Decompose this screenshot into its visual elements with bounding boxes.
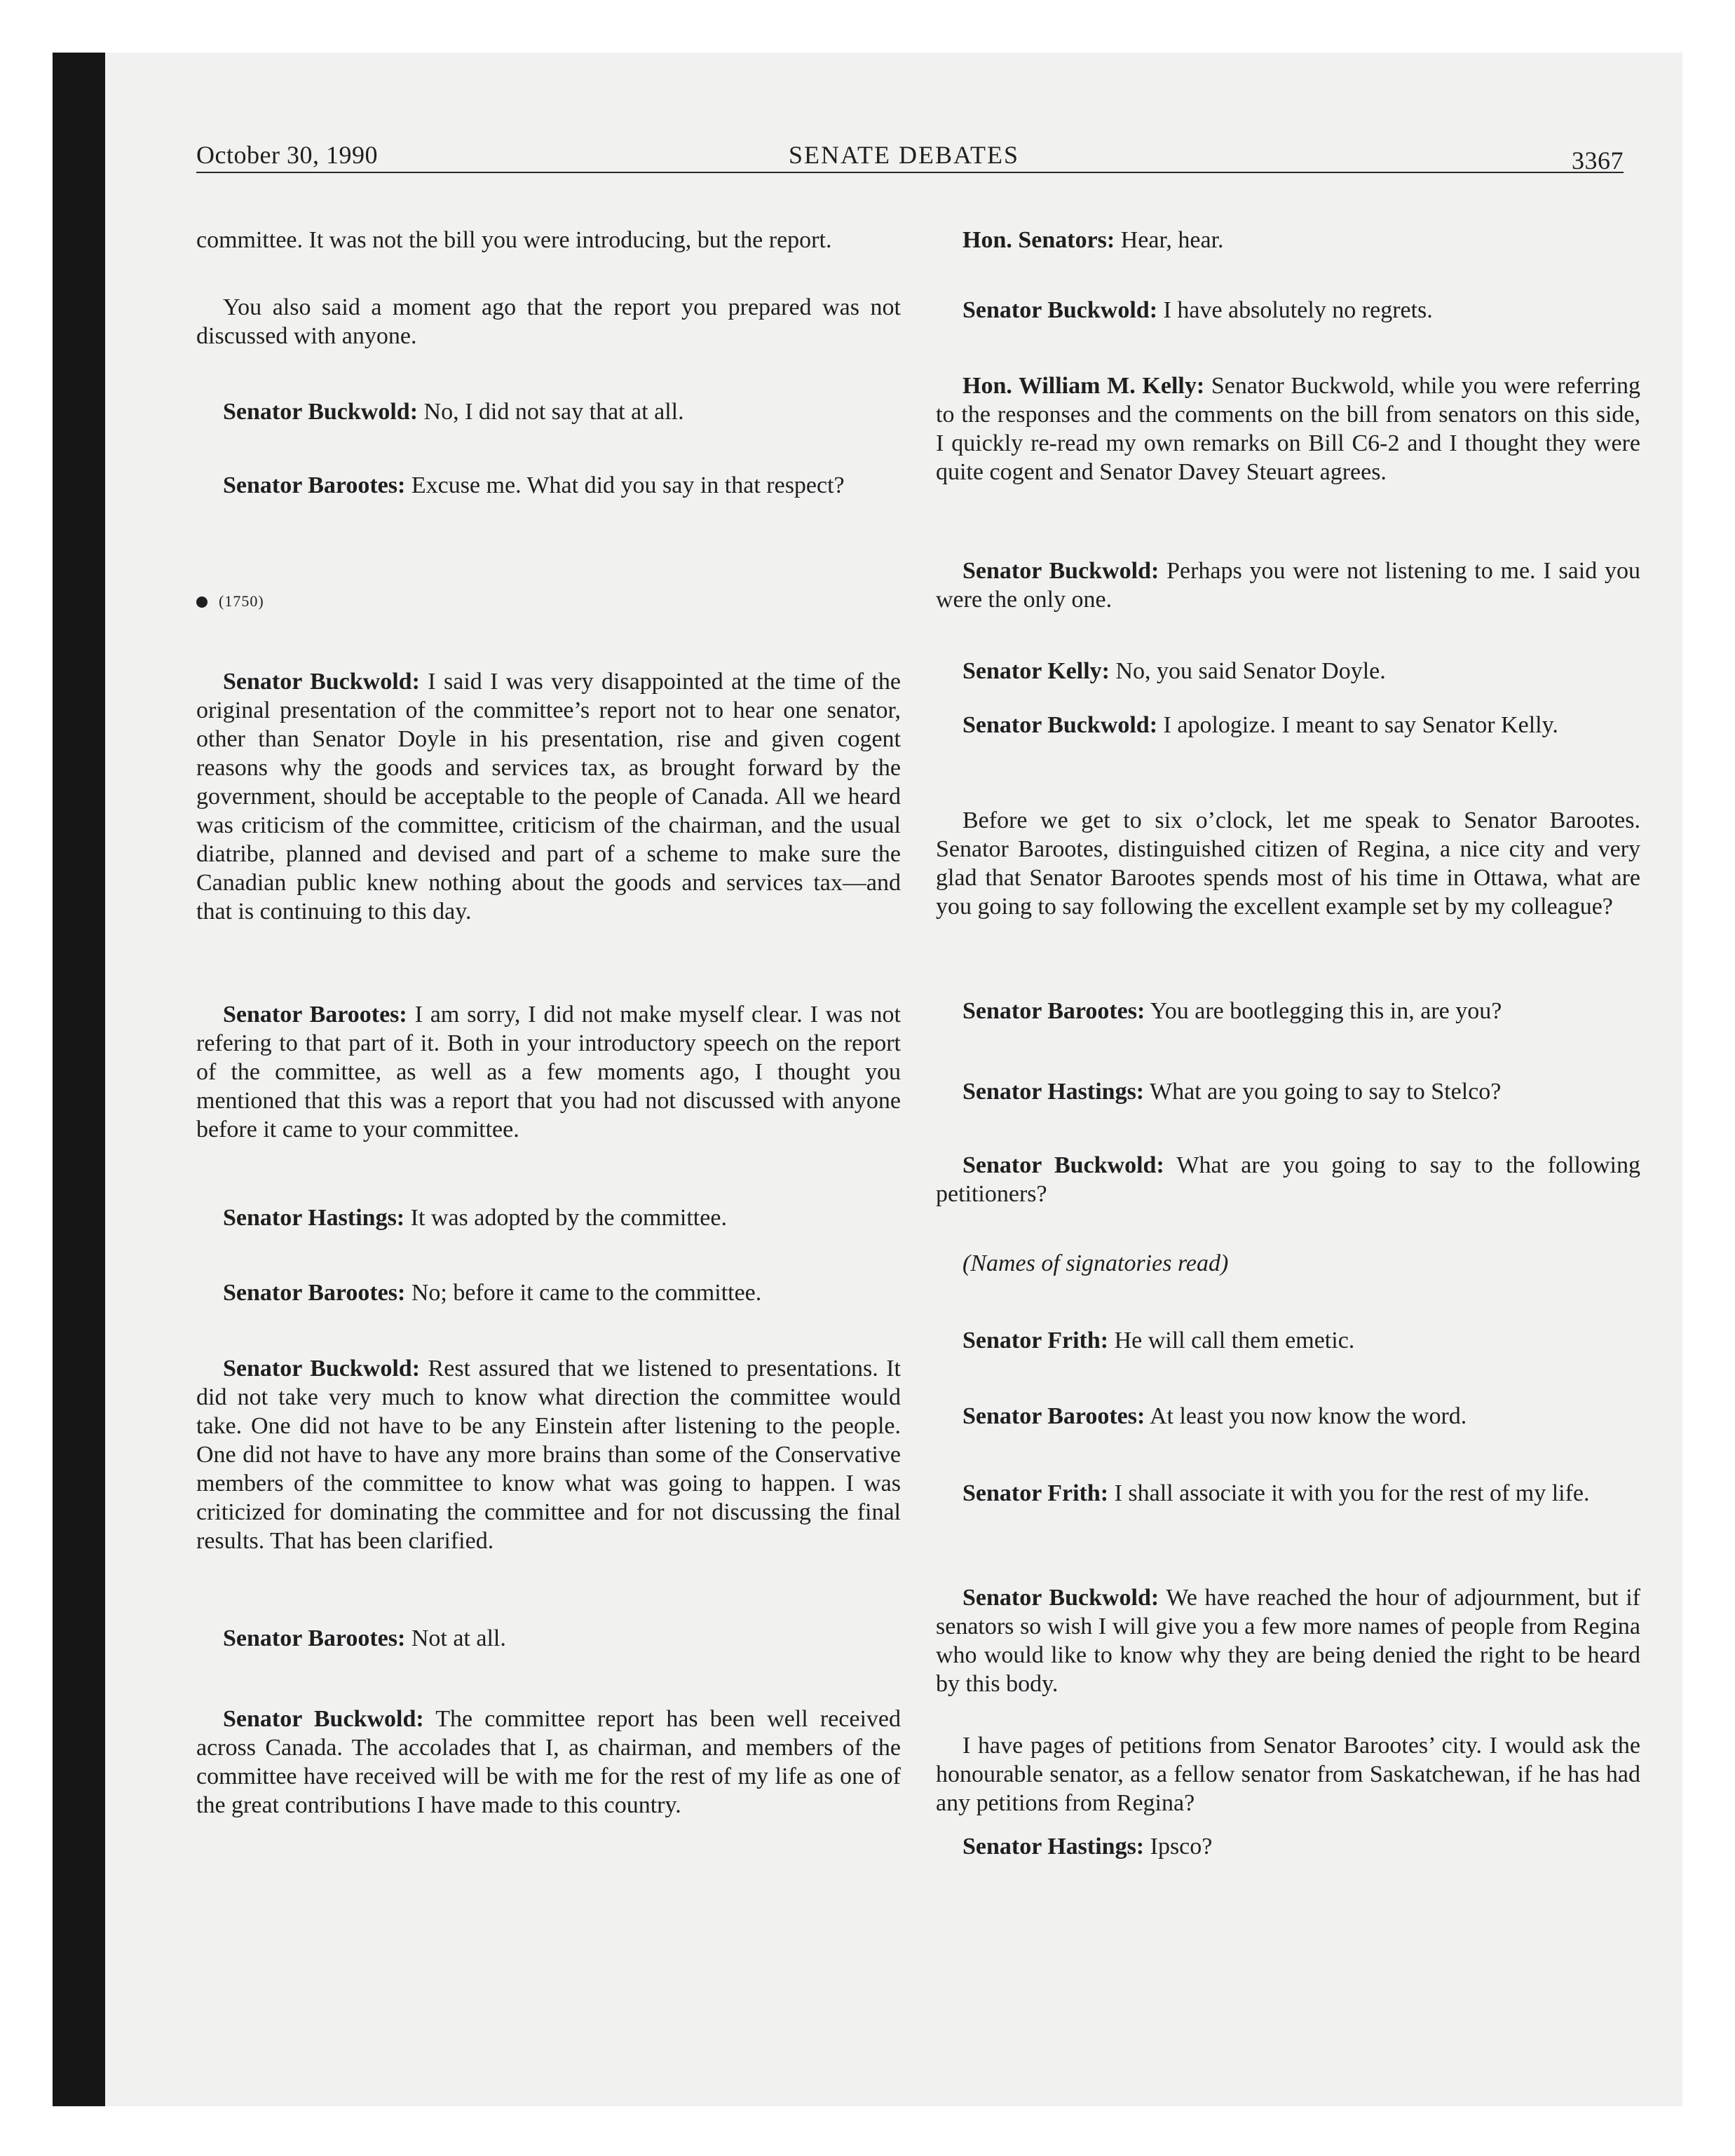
speech-text: Rest assured that we listened to presentations. It did not take very much to know what direction the committee would take. One did not have to be any Einstein after listening to the people. One did not have to have any more brains than some of the Conservative members of the committee to know what was going to happen. I was criticized for dominating the committee and for not discussing the final results. That has been clarified. xyxy=(196,1356,901,1554)
speech xyxy=(936,1077,1640,1106)
speech xyxy=(196,471,901,500)
speech-text: Hear, hear. xyxy=(1115,227,1224,253)
speaker-name: Senator Frith: xyxy=(962,1328,1109,1353)
speaker-name: Senator Buckwold: xyxy=(962,712,1158,738)
speaker-name: Senator Buckwold: xyxy=(962,297,1158,323)
speech-text: We have reached the hour of adjournment, but if senators so wish I will give you a few more names of people from Regina who would like to know why they are being denied the right to be heard by this body. xyxy=(936,1585,1640,1697)
speech xyxy=(936,1479,1640,1508)
speech xyxy=(936,226,1640,254)
header-title: SENATE DEBATES xyxy=(789,141,1020,169)
speech xyxy=(936,711,1640,739)
binding-edge xyxy=(53,53,105,2106)
speech xyxy=(936,1151,1640,1208)
paragraph: You also said a moment ago that the report you prepared was not discussed with anyone. xyxy=(196,294,901,349)
speech xyxy=(196,397,901,426)
speaker-name: Senator Buckwold: xyxy=(223,1356,421,1381)
speech-text: Perhaps you were not listening to me. I said you were the only one. xyxy=(936,558,1640,613)
running-head xyxy=(196,140,1624,174)
speech-text: No, you said Senator Doyle. xyxy=(1109,658,1386,684)
speaker-name: Senator Buckwold: xyxy=(223,1706,424,1732)
speaker-name: Hon. William M. Kelly: xyxy=(962,373,1205,399)
speaker-name: Senator Barootes: xyxy=(223,1625,406,1651)
speech-text: At least you now know the word. xyxy=(1145,1403,1467,1429)
speech-text: The committee report has been well received across Canada. The accolades that I, as chairman, and members of the committee have received will be with me for the rest of my life as one of the great contributions I have made to this country. xyxy=(196,1706,901,1818)
speaker-name: Senator Buckwold: xyxy=(962,1152,1164,1178)
speaker-name: Senator Frith: xyxy=(962,1480,1109,1506)
header-date: October 30, 1990 xyxy=(196,141,378,169)
paragraph: Before we get to six o’clock, let me speak to Senator Barootes. Senator Barootes, distinguished citizen of Regina, a nice city and very glad that Senator Barootes spends most of his time in Ottawa, what are you going to say following the excellent example set by my colleague? xyxy=(936,807,1640,920)
speech-text: Not at all. xyxy=(405,1625,506,1651)
page-number: 3367 xyxy=(1572,146,1624,175)
speaker-name: Senator Barootes: xyxy=(223,1280,406,1306)
speaker-name: Senator Hastings: xyxy=(223,1205,405,1231)
speech xyxy=(196,1000,901,1144)
stage-direction: (Names of signatories read) xyxy=(962,1250,1229,1276)
speech-text: No, I did not say that at all. xyxy=(418,399,684,425)
speech-text: Senator Buckwold, while you were referring to the responses and the comments on the bill from senators on this side, I quickly re-read my own remarks on Bill C6-2 and I thought they were quite cogent and Senator Davey Steuart agrees. xyxy=(936,373,1640,485)
speech xyxy=(196,1354,901,1555)
speech xyxy=(936,1326,1640,1355)
speech-text: You are bootlegging this in, are you? xyxy=(1145,998,1502,1024)
speech xyxy=(936,1832,1640,1861)
speaker-name: Hon. Senators: xyxy=(962,227,1115,253)
paragraph: I have pages of petitions from Senator Barootes’ city. I would ask the honourable senator, as a fellow senator from Saskatchewan, if he has had any petitions from Regina? xyxy=(936,1733,1640,1816)
speaker-name: Senator Buckwold: xyxy=(223,399,419,425)
speech-text: I said I was very disappointed at the time of the original presentation of the committee’s report not to hear one senator, other than Senator Doyle in his presentation, rise and given cogent reasons why the goods and services tax, as brought forward by the government, should be acceptable to the people of Canada. All we heard was criticism of the committee, criticism of the chairman, and the usual diatribe, planned and devised and part of a scheme to make sure the Canadian public knew nothing about the goods and services tax—and that is continuing to this day. xyxy=(196,669,901,925)
speech-text: Excuse me. What did you say in that respect? xyxy=(405,472,845,498)
speech-text: What are you going to say to the following petitioners? xyxy=(936,1152,1640,1207)
speech xyxy=(196,1705,901,1820)
speech xyxy=(936,657,1640,685)
speech xyxy=(936,997,1640,1025)
speech-text: I apologize. I meant to say Senator Kelly. xyxy=(1157,712,1558,738)
speech xyxy=(196,1203,901,1232)
speech xyxy=(936,1402,1640,1431)
header-rule xyxy=(196,172,1624,173)
speaker-name: Senator Barootes: xyxy=(962,998,1145,1024)
speech xyxy=(936,1583,1640,1698)
speech-text: What are you going to say to Stelco? xyxy=(1144,1079,1502,1105)
speech xyxy=(196,667,901,926)
speech-text: I have absolutely no regrets. xyxy=(1157,297,1433,323)
speaker-name: Senator Buckwold: xyxy=(962,1585,1159,1611)
speaker-name: Senator Barootes: xyxy=(962,1403,1145,1429)
speech-text: It was adopted by the committee. xyxy=(404,1205,727,1231)
speech xyxy=(936,557,1640,614)
speaker-name: Senator Hastings: xyxy=(962,1834,1145,1860)
bullet-icon xyxy=(196,596,207,608)
speaker-name: Senator Buckwold: xyxy=(962,558,1159,584)
speech xyxy=(936,296,1640,325)
paragraph: committee. It was not the bill you were introducing, but the report. xyxy=(196,227,832,253)
speech-text: I shall associate it with you for the rest of my life. xyxy=(1108,1480,1590,1506)
speech xyxy=(196,1624,901,1653)
speech xyxy=(936,371,1640,486)
speaker-name: Senator Barootes: xyxy=(223,1002,407,1028)
speech-text: Ipsco? xyxy=(1144,1834,1213,1860)
speaker-name: Senator Barootes: xyxy=(223,472,406,498)
time-marker: (1750) xyxy=(196,587,264,615)
speaker-name: Senator Buckwold: xyxy=(223,669,420,695)
speech-text: He will call them emetic. xyxy=(1108,1328,1355,1353)
speech-text: No; before it came to the committee. xyxy=(405,1280,762,1306)
speaker-name: Senator Hastings: xyxy=(962,1079,1145,1105)
speech-text: I am sorry, I did not make myself clear. I was not refering to that part of it. Both in your introductory speech on the report of the committee, as well as a few moments ago, I thought you mentioned that this was a report that you had not discussed with anyone before it came to your committee. xyxy=(196,1002,901,1142)
speaker-name: Senator Kelly: xyxy=(962,658,1110,684)
speech xyxy=(196,1278,901,1307)
